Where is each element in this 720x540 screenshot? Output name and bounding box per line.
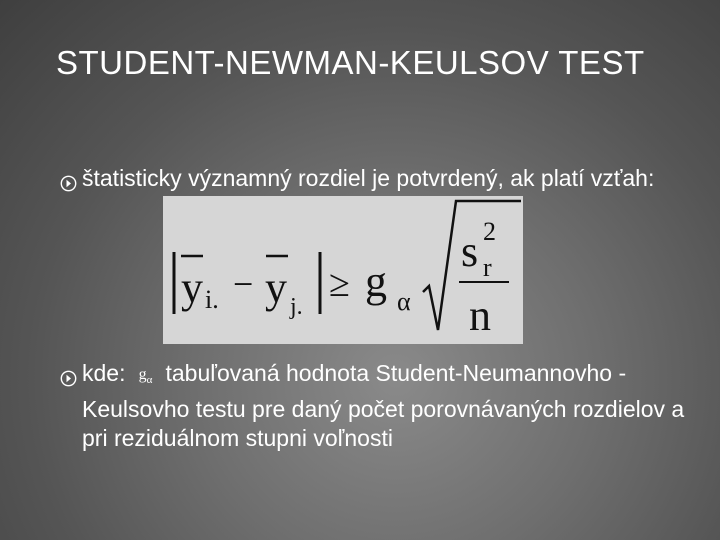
bullet-item-condition (60, 164, 660, 193)
formula-sub-r: r (483, 253, 492, 282)
formula-g: g (365, 257, 387, 306)
slide-title: STUDENT-NEWMAN-KEULSOV TEST (56, 44, 645, 81)
formula-sub-i: i. (205, 285, 219, 314)
bullet-text-definition (60, 359, 700, 453)
definition-text: tabuľovaná hodnota Student-Neumannovho - Keulsovho testu pre daný počet porovnávaných rozdielov a pri reziduálnom stupni voľnosti (82, 360, 685, 452)
formula-minus: − (233, 264, 254, 304)
formula-image (163, 196, 523, 344)
formula-geq: ≥ (329, 263, 350, 305)
inline-g: g (138, 366, 147, 383)
inline-alpha: α (146, 374, 153, 387)
inline-g-alpha (125, 360, 165, 395)
circle-arrow-bullet-icon (60, 170, 77, 187)
formula-y-j: y (265, 263, 287, 312)
formula-n: n (469, 291, 491, 340)
formula-alpha: α (397, 287, 411, 316)
circle-arrow-bullet-icon (60, 365, 77, 382)
formula-sub-j: j. (290, 294, 303, 320)
definition-prefix: kde: (82, 360, 126, 386)
formula-s: s (461, 227, 479, 276)
bullet-item-definition (60, 359, 700, 453)
bullet-text-condition: štatisticky významný rozdiel je potvrdený, ak platí vzťah: (82, 165, 655, 191)
formula-y-i: y (181, 263, 203, 312)
formula-sup-2: 2 (483, 217, 496, 246)
